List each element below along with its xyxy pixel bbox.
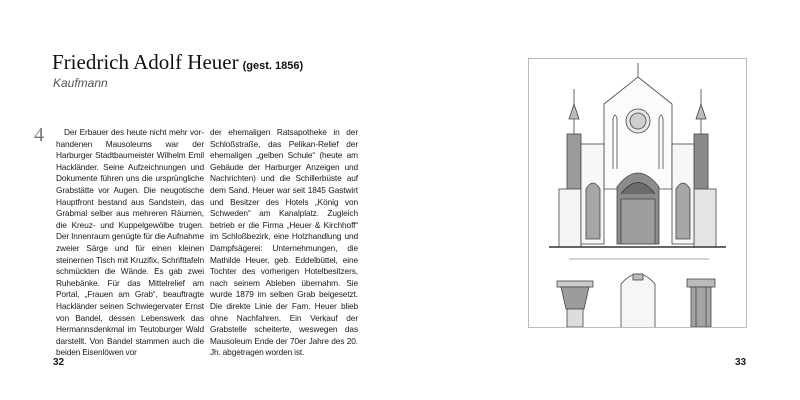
title-dates: (gest. 1856) (242, 60, 304, 72)
page-subtitle: Kaufmann (53, 76, 108, 90)
page-title (52, 50, 303, 75)
page-number-left: 32 (53, 357, 65, 368)
text-column-1: Der Erbauer des heute nicht mehr vorhandenen Mausoleums war der Harburger Stadtbaumeister Wilhelm Emil Hackländer. Seine Aufzeichnungen und Dokumente führen uns die ursprüngliche Grabstätte vor Augen. Die neugotische Hauptfront bestand aus Sandstein, das Grabmal selber aus mehreren Räumen, die Kreuz- und Kuppelgewölbe trugen. Der Innenraum genügte für die Aufnahme zweier Särge und für einen kleinen steinernen Tisch mit Kruzifix, Schrifttafeln schmückten die Wände. Es gab zwei Ruhebänke. Für das Mittelrelief am Portal, „Frauen am Grab“, beauftragte Hackländer seinen Schwiegervater Ernst von Bandel, dessen Lebenswerk das Hermannsdenkmal im Teutoburger Wald darstellt. Von Bandel stammen auch die beiden Eisenlöwen vor (56, 127, 204, 358)
mausoleum-drawing (529, 59, 746, 327)
mausoleum-illustration (528, 58, 747, 328)
title-name: Friedrich Adolf Heuer (52, 50, 239, 74)
entry-number: 4 (34, 124, 44, 146)
text-column-2: der ehemaligen Ratsapotheke in der Schloßstraße, das Pelikan-Relief der ehemaligen „gelben Schule“ (heute am Gebäude der Harburger Anzeigen und Nachrichten) und die Schillerbüste auf dem Sand. Heuer war seit 1845 Gastwirt und Besitzer des Hotels „König von Schweden“ am Kanalplatz. Zugleich betrieb er die Firma „Heuer & Kirchhoff“ im Schloßbezirk, eine Holzhandlung und Dampfsägerei: Unternehmungen, die Mathilde Heuer, geb. Eddelbüttel, eine Tochter des vorherigen Hotelbesitzers, nach seinem Ableben übernahm. Sie wurde 1879 im selben Grab beigesetzt. Die direkte Linie der Fam. Heuer blieb ohne Nachfahren. Ein Verkauf der Grabstelle scheiterte, weswegen das Mausoleum Ende der 70er Jahre des 20. Jh. abgetragen worden ist. (210, 127, 358, 358)
page-number-right: 33 (735, 357, 747, 368)
